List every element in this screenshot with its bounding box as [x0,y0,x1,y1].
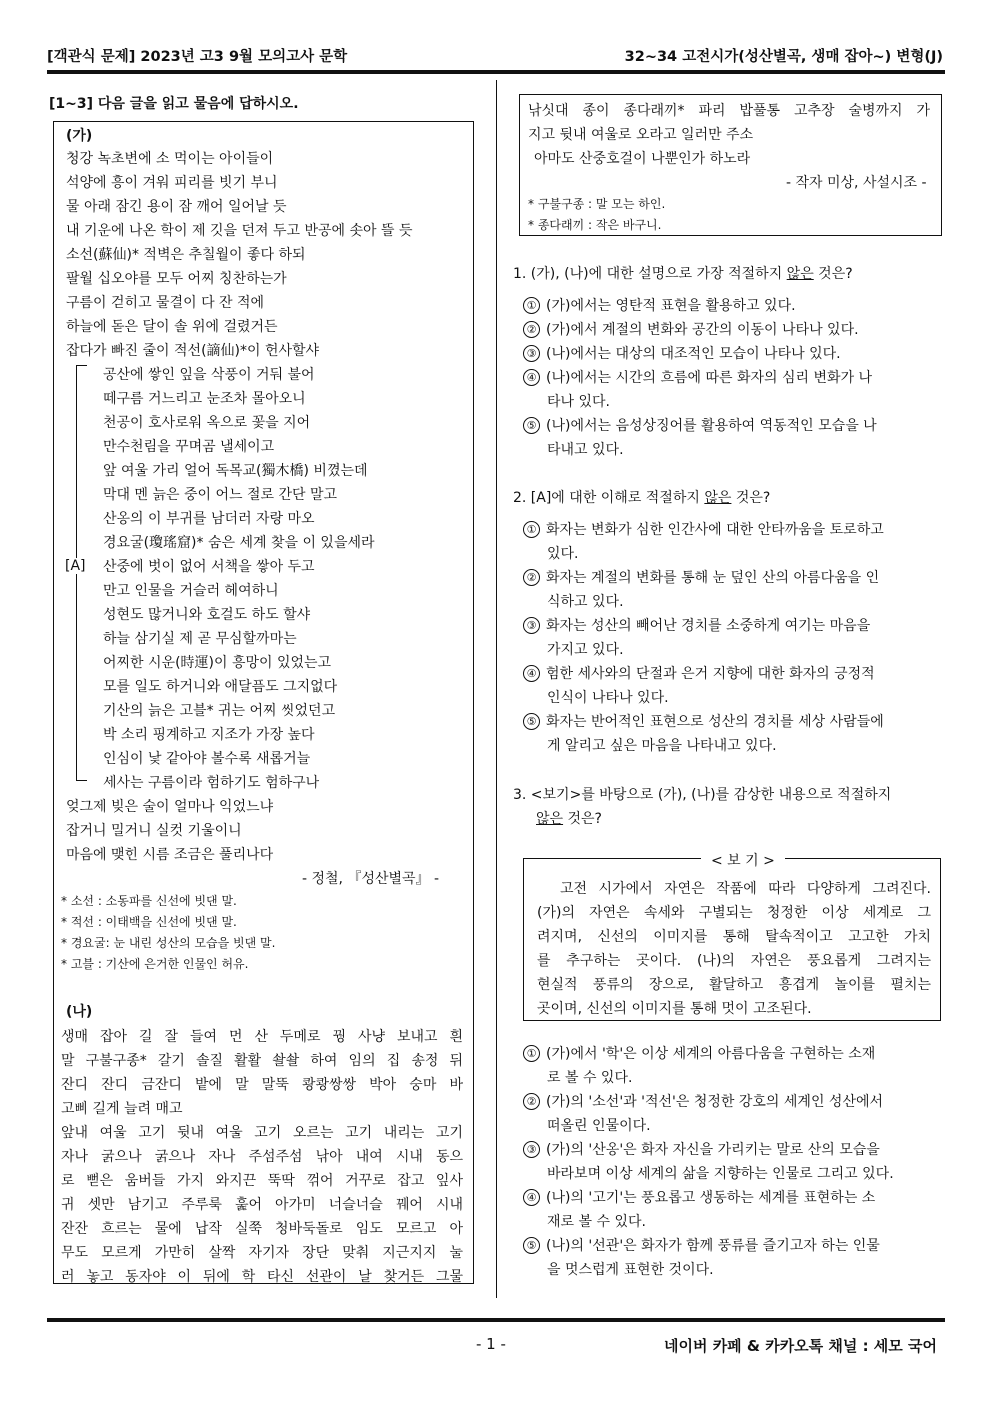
option-text: (가)에서 '학'은 이상 세계의 아름다움을 구현하는 소재 [546,1046,876,1062]
option-text: (나)의 '선관'은 화자가 함께 풍류를 즐기고자 하는 인물 [546,1238,880,1254]
option-number: ④ [523,1189,540,1206]
poem-line: 박 소리 핑계하고 지조가 가장 높다 [103,727,315,743]
bogi-line: (가)의 자연은 속세와 구별되는 청정한 이상 세계로 그 [537,905,931,921]
option-text: (가)의 '소선'과 '적선'은 청정한 강호의 세계인 성산에서 [546,1094,884,1110]
passage-na-label: (나) [66,1004,93,1020]
option-text-continued: 있다. [547,546,579,562]
poem-line: 생매 잡아 길 잘 들여 먼 산 두메로 꿩 사냥 보내고 흰 [61,1029,463,1045]
poem-line: 앞내 여울 고기 뒷내 여울 고기 오르는 고기 내리는 고기 [61,1125,463,1141]
poem-line: 귀 셋만 남기고 주루룩 훑어 아가미 너슬너슬 꿰어 시내 [61,1197,463,1213]
poem-line: 잔디 잔디 금잔디 밭에 말 말뚝 쾅쾅쌍쌍 박아 숭마 바 [61,1077,463,1093]
option-text: (나)의 '고기'는 풍요롭고 생동하는 세계를 표현하는 소 [546,1190,876,1206]
question-1-option-2[interactable] [523,319,938,339]
poem-line: 물 아래 잠긴 용이 잠 깨어 일어날 듯 [66,199,287,215]
option-number: ③ [523,345,540,362]
option-text-continued: 인식이 나타나 있다. [547,690,669,706]
poem-line: 낚싯대 종이 종다래끼* 파리 밥풀통 고추장 술병까지 가 [528,103,930,119]
question-3-option-4[interactable] [523,1187,938,1207]
option-number: ② [523,321,540,338]
question-2-option-4[interactable] [523,663,938,683]
poem-line: 지고 뒷내 여울로 오라고 일러만 주소 [528,127,754,143]
poem-line: 성현도 많거니와 호걸도 하도 할샤 [103,607,311,623]
option-number: ⑤ [523,1237,540,1254]
question-2-option-1[interactable] [523,519,938,539]
poem-line: 청강 녹초변에 소 먹이는 아이들이 [66,151,274,167]
question-2-option-5[interactable] [523,711,938,731]
option-text: (가)에서 계절의 변화와 공간의 이동이 나타나 있다. [546,322,859,338]
option-text-continued: 떠올린 인물이다. [547,1118,651,1134]
poem-line: 말 구불구종* 갈기 솔질 활활 솰솰 하여 임의 집 송정 뒤 [61,1053,463,1069]
header-rule [47,70,945,74]
question-3-option-1[interactable] [523,1043,938,1063]
question-1-stem: 1. (가), (나)에 대한 설명으로 가장 적절하지 않은 것은? [513,266,853,282]
poem-line: 앞 여울 가리 얼어 독목교(獨木橋) 비꼈는데 [103,463,368,479]
poem-line: 소선(蘇仙)* 적벽은 추칠월이 좋다 하되 [66,247,306,263]
option-number: ① [523,521,540,538]
poem-line: 세사는 구름이라 험하기도 험하구나 [103,775,320,791]
question-3-option-2[interactable] [523,1091,938,1111]
poem-line: 석양에 흥이 겨워 피리를 빗기 부니 [66,175,278,191]
footnote: * 경요굴: 눈 내린 성산의 모습을 빗댄 말. [61,936,276,950]
poem-line: 모를 일도 하거니와 애달픔도 그지없다 [103,679,338,695]
bogi-line: 려지며, 신선의 이미지를 통해 탈속적이고 고고한 가치 [537,929,931,945]
question-3-option-5[interactable] [523,1235,938,1255]
poem-line: 하늘에 돋은 달이 솔 위에 걸렸거든 [66,319,278,335]
option-number: ② [523,1093,540,1110]
left-column [47,93,477,113]
option-text: 화자는 성산의 빼어난 경치를 소중하게 여기는 마음을 [546,618,871,634]
question-1-option-1[interactable] [523,295,938,315]
option-number: ④ [523,665,540,682]
poem-line: 고삐 길게 늘려 매고 [61,1101,183,1117]
footnote: * 소선 : 소동파를 신선에 빗댄 말. [61,894,237,908]
poem-line: 구름이 걷히고 물결이 다 잔 적에 [66,295,265,311]
option-text: (가)에서는 영탄적 표현을 활용하고 있다. [546,298,796,314]
question-2-stem: 2. [A]에 대한 이해로 적절하지 않은 것은? [513,490,771,506]
poem-line: 만수천림을 꾸며곰 낼세이고 [103,439,275,455]
footer-rule [47,1318,945,1322]
poem-line: 천공이 호사로워 옥으로 꽃을 지어 [103,415,311,431]
option-text-continued: 재로 볼 수 있다. [547,1214,646,1230]
option-number: ⑤ [523,417,540,434]
header-title: [객관식 문제] 2023년 고3 9월 모의고사 문학 [47,49,348,65]
option-text: (나)에서는 시간의 흐름에 따른 화자의 심리 변화가 나 [546,370,873,386]
bogi-line: 현실적 풍류의 장으로, 활달하고 흥겹게 놀이를 펼치는 [537,977,931,993]
option-text-continued: 가지고 있다. [547,642,624,658]
question-3-stem-line2: 않은 것은? [536,811,602,827]
poem-line: 잔잔 흐르는 물에 납작 실쭉 청바둑돌로 임도 모르고 아 [61,1221,463,1237]
option-number: ② [523,569,540,586]
page-number: - 1 - [476,1335,506,1353]
question-1-option-3[interactable] [523,343,938,363]
passage-na-source: - 작자 미상, 사설시조 - [786,175,927,191]
poem-line: 기산의 늙은 고블* 귀는 어찌 씻었던고 [103,703,336,719]
option-number: ⑤ [523,713,540,730]
option-text: 화자는 계절의 변화를 통해 눈 덮인 산의 아름다움을 인 [546,570,880,586]
poem-line: 로 뻗은 움버들 가지 와지끈 뚝딱 꺾어 거꾸로 잡고 잎사 [61,1173,463,1189]
poem-line: 만고 인물을 거슬러 헤여하니 [103,583,279,599]
question-1-option-5[interactable] [523,415,938,435]
poem-line: 아마도 산중호걸이 나뿐인가 하노라 [534,151,751,167]
option-number: ① [523,297,540,314]
poem-line: 공산에 쌓인 잎을 삭풍이 거둬 불어 [103,367,315,383]
option-text-continued: 타나 있다. [547,394,610,410]
bracket-a-label: [A] [65,558,86,574]
footnote: * 고블 : 기산에 은거한 인물인 허유. [61,957,249,971]
poem-line: 어찌한 시운(時運)이 흥망이 있었는고 [103,655,332,671]
option-text: (나)에서는 대상의 대조적인 모습이 나타나 있다. [546,346,841,362]
option-text: 험한 세사와의 단절과 은거 지향에 대한 화자의 긍정적 [546,666,875,682]
footnote: * 종다래끼 : 작은 바구니. [528,218,662,232]
footnote: * 구불구종 : 말 모는 하인. [528,197,666,211]
question-3-stem-line1: 3. <보기>를 바탕으로 (가), (나)를 감상한 내용으로 적절하지 [513,787,892,803]
option-number: ③ [523,617,540,634]
poem-line: 마음에 맺힌 시름 조금은 풀리나다 [66,847,274,863]
bogi-title: < 보 기 > [701,850,785,870]
question-1-option-4[interactable] [523,367,938,387]
option-text-continued: 바라보며 이상 세계의 삶을 지향하는 인물로 그리고 있다. [547,1166,894,1182]
option-text: (나)에서는 음성상징어를 활용하여 역동적인 모습을 나 [546,418,877,434]
poem-line: 산옹의 이 부귀를 남더러 자랑 마오 [103,511,315,527]
poem-line: 막대 멘 늙은 중이 어느 절로 간단 말고 [103,487,338,503]
option-number: ④ [523,369,540,386]
poem-line: 산중에 벗이 없어 서책을 쌓아 두고 [103,559,315,575]
header-subtitle: 32~34 고전시가(성산별곡, 생매 잡아~) 변형(J) [624,49,943,65]
poem-line: 잡거니 밀거니 실컷 기울이니 [66,823,242,839]
passage-ga-source: - 정철, 『성산별곡』 - [302,871,440,887]
poem-line: 인심이 낯 같아야 볼수록 새롭거늘 [103,751,311,767]
option-text-continued: 을 멋스럽게 표현한 것이다. [547,1262,714,1278]
poem-line: 경요굴(瓊瑤窟)* 숨은 세계 찾을 이 있을세라 [103,535,375,551]
footnote: * 적선 : 이태백을 신선에 빗댄 말. [61,915,237,929]
option-text-continued: 식하고 있다. [547,594,624,610]
option-text-continued: 타내고 있다. [547,442,624,458]
bogi-line: 를 추구하는 곳이다. (나)의 자연은 풍요롭게 그려지는 [537,953,931,969]
bogi-line: 곳이며, 신선의 이미지를 통해 멋이 고조된다. [537,1001,812,1017]
poem-line: 팔월 십오야를 모두 어찌 칭찬하는가 [66,271,287,287]
poem-line: 자나 굵으나 굵으나 자나 주섬주섬 낚아 내여 시내 동으 [61,1149,463,1165]
poem-line: 떼구름 거느리고 눈조차 몰아오니 [103,391,306,407]
footer-channel: 네이버 카페 & 카카오톡 채널 : 세모 국어 [664,1337,937,1355]
poem-line: 내 기운에 나온 학이 제 깃을 던져 두고 반공에 솟아 뜰 듯 [66,223,413,239]
poem-line: 잡다가 빠진 줄이 적선(謫仙)*이 헌사할샤 [66,343,320,359]
option-text: 화자는 변화가 심한 인간사에 대한 안타까움을 토로하고 [546,522,884,538]
poem-line: 러 놓고 동자야 이 뒤에 학 타신 선관이 날 찾거든 그물 [61,1269,463,1285]
option-text-continued: 게 알리고 싶은 마음을 나타내고 있다. [547,738,777,754]
poem-line: 무도 모르게 가만히 살짝 자기자 장단 맞춰 지근지지 눌 [61,1245,463,1261]
option-text-continued: 로 볼 수 있다. [547,1070,633,1086]
poem-line: 엊그제 빚은 술이 얼마나 익었느냐 [66,799,274,815]
poem-line: 하늘 삼기실 제 곧 무심할까마는 [103,631,297,647]
instruction: [1~3] 다음 글을 읽고 물음에 답하시오. [49,96,299,112]
question-2-option-2[interactable] [523,567,938,587]
passage-ga-label: (가) [66,128,93,144]
question-3-option-3[interactable] [523,1139,938,1159]
option-text: 화자는 반어적인 표현으로 성산의 경치를 세상 사람들에 [546,714,884,730]
option-text: (가)의 '산옹'은 화자 자신을 가리키는 말로 산의 모습을 [546,1142,880,1158]
bogi-line: 고전 시가에서 자연은 작품에 따라 다양하게 그려진다. [537,881,931,897]
option-number: ① [523,1045,540,1062]
column-divider [496,80,497,1298]
question-2-option-3[interactable] [523,615,938,635]
option-number: ③ [523,1141,540,1158]
